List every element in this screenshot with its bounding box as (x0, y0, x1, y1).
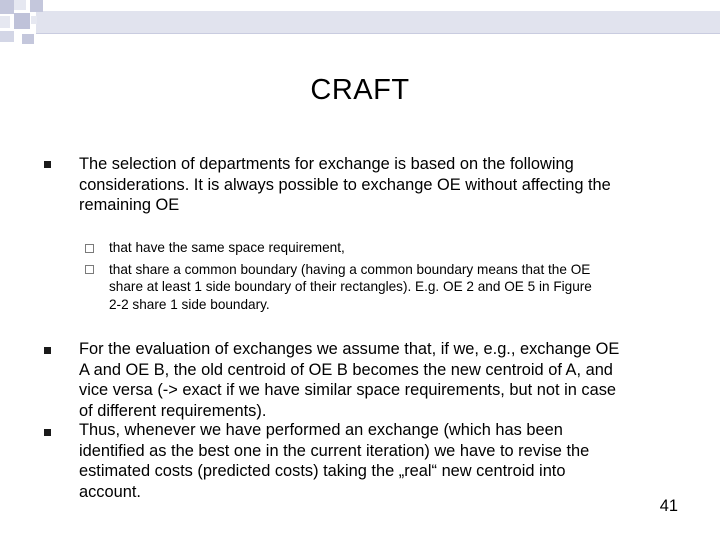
header-band-line (36, 33, 720, 34)
header-band (36, 11, 720, 33)
decor-square-3 (30, 0, 43, 12)
sub-bullet-marker (85, 265, 94, 274)
bullet-text: The selection of departments for exchange is based on the following considerations. It is always possible to exchange OE without affecting the remaining OE (79, 155, 611, 214)
decor-square-4 (0, 16, 10, 28)
page-number: 41 (659, 497, 678, 515)
bullet-text: For the evaluation of exchanges we assume that, if we, e.g., exchange OE A and OE B, the old centroid of OE B becomes the new centroid of A, and vice versa (-> exact if we have similar space requirements, but not in case of different requirements). (79, 340, 620, 420)
sub-bullet-marker (85, 244, 94, 253)
decor-square-8 (22, 34, 34, 44)
bullet-marker (44, 347, 51, 354)
decor-square-2 (14, 0, 26, 10)
decor-square-5 (14, 13, 30, 29)
sub-bullet-text: that share a common boundary (having a common boundary means that the OE share at least 1 side boundary of their rectangles). E.g. OE 2 and OE 5 in Figure 2‑2 share 1 side boundary. (109, 262, 592, 312)
decor-square-7 (0, 31, 14, 42)
slide-title: CRAFT (310, 74, 410, 106)
sub-bullet-text: that have the same space requirement, (109, 240, 345, 255)
bullet-marker (44, 429, 51, 436)
bullet-text: Thus, whenever we have performed an exchange (which has been identified as the best one in the current iteration) we have to revise the estimated costs (predicted costs) taking the „real“ new centroid into account. (79, 421, 590, 501)
decor-square-6 (31, 16, 37, 24)
bullet-marker (44, 161, 51, 168)
decor-square-1 (0, 0, 14, 14)
